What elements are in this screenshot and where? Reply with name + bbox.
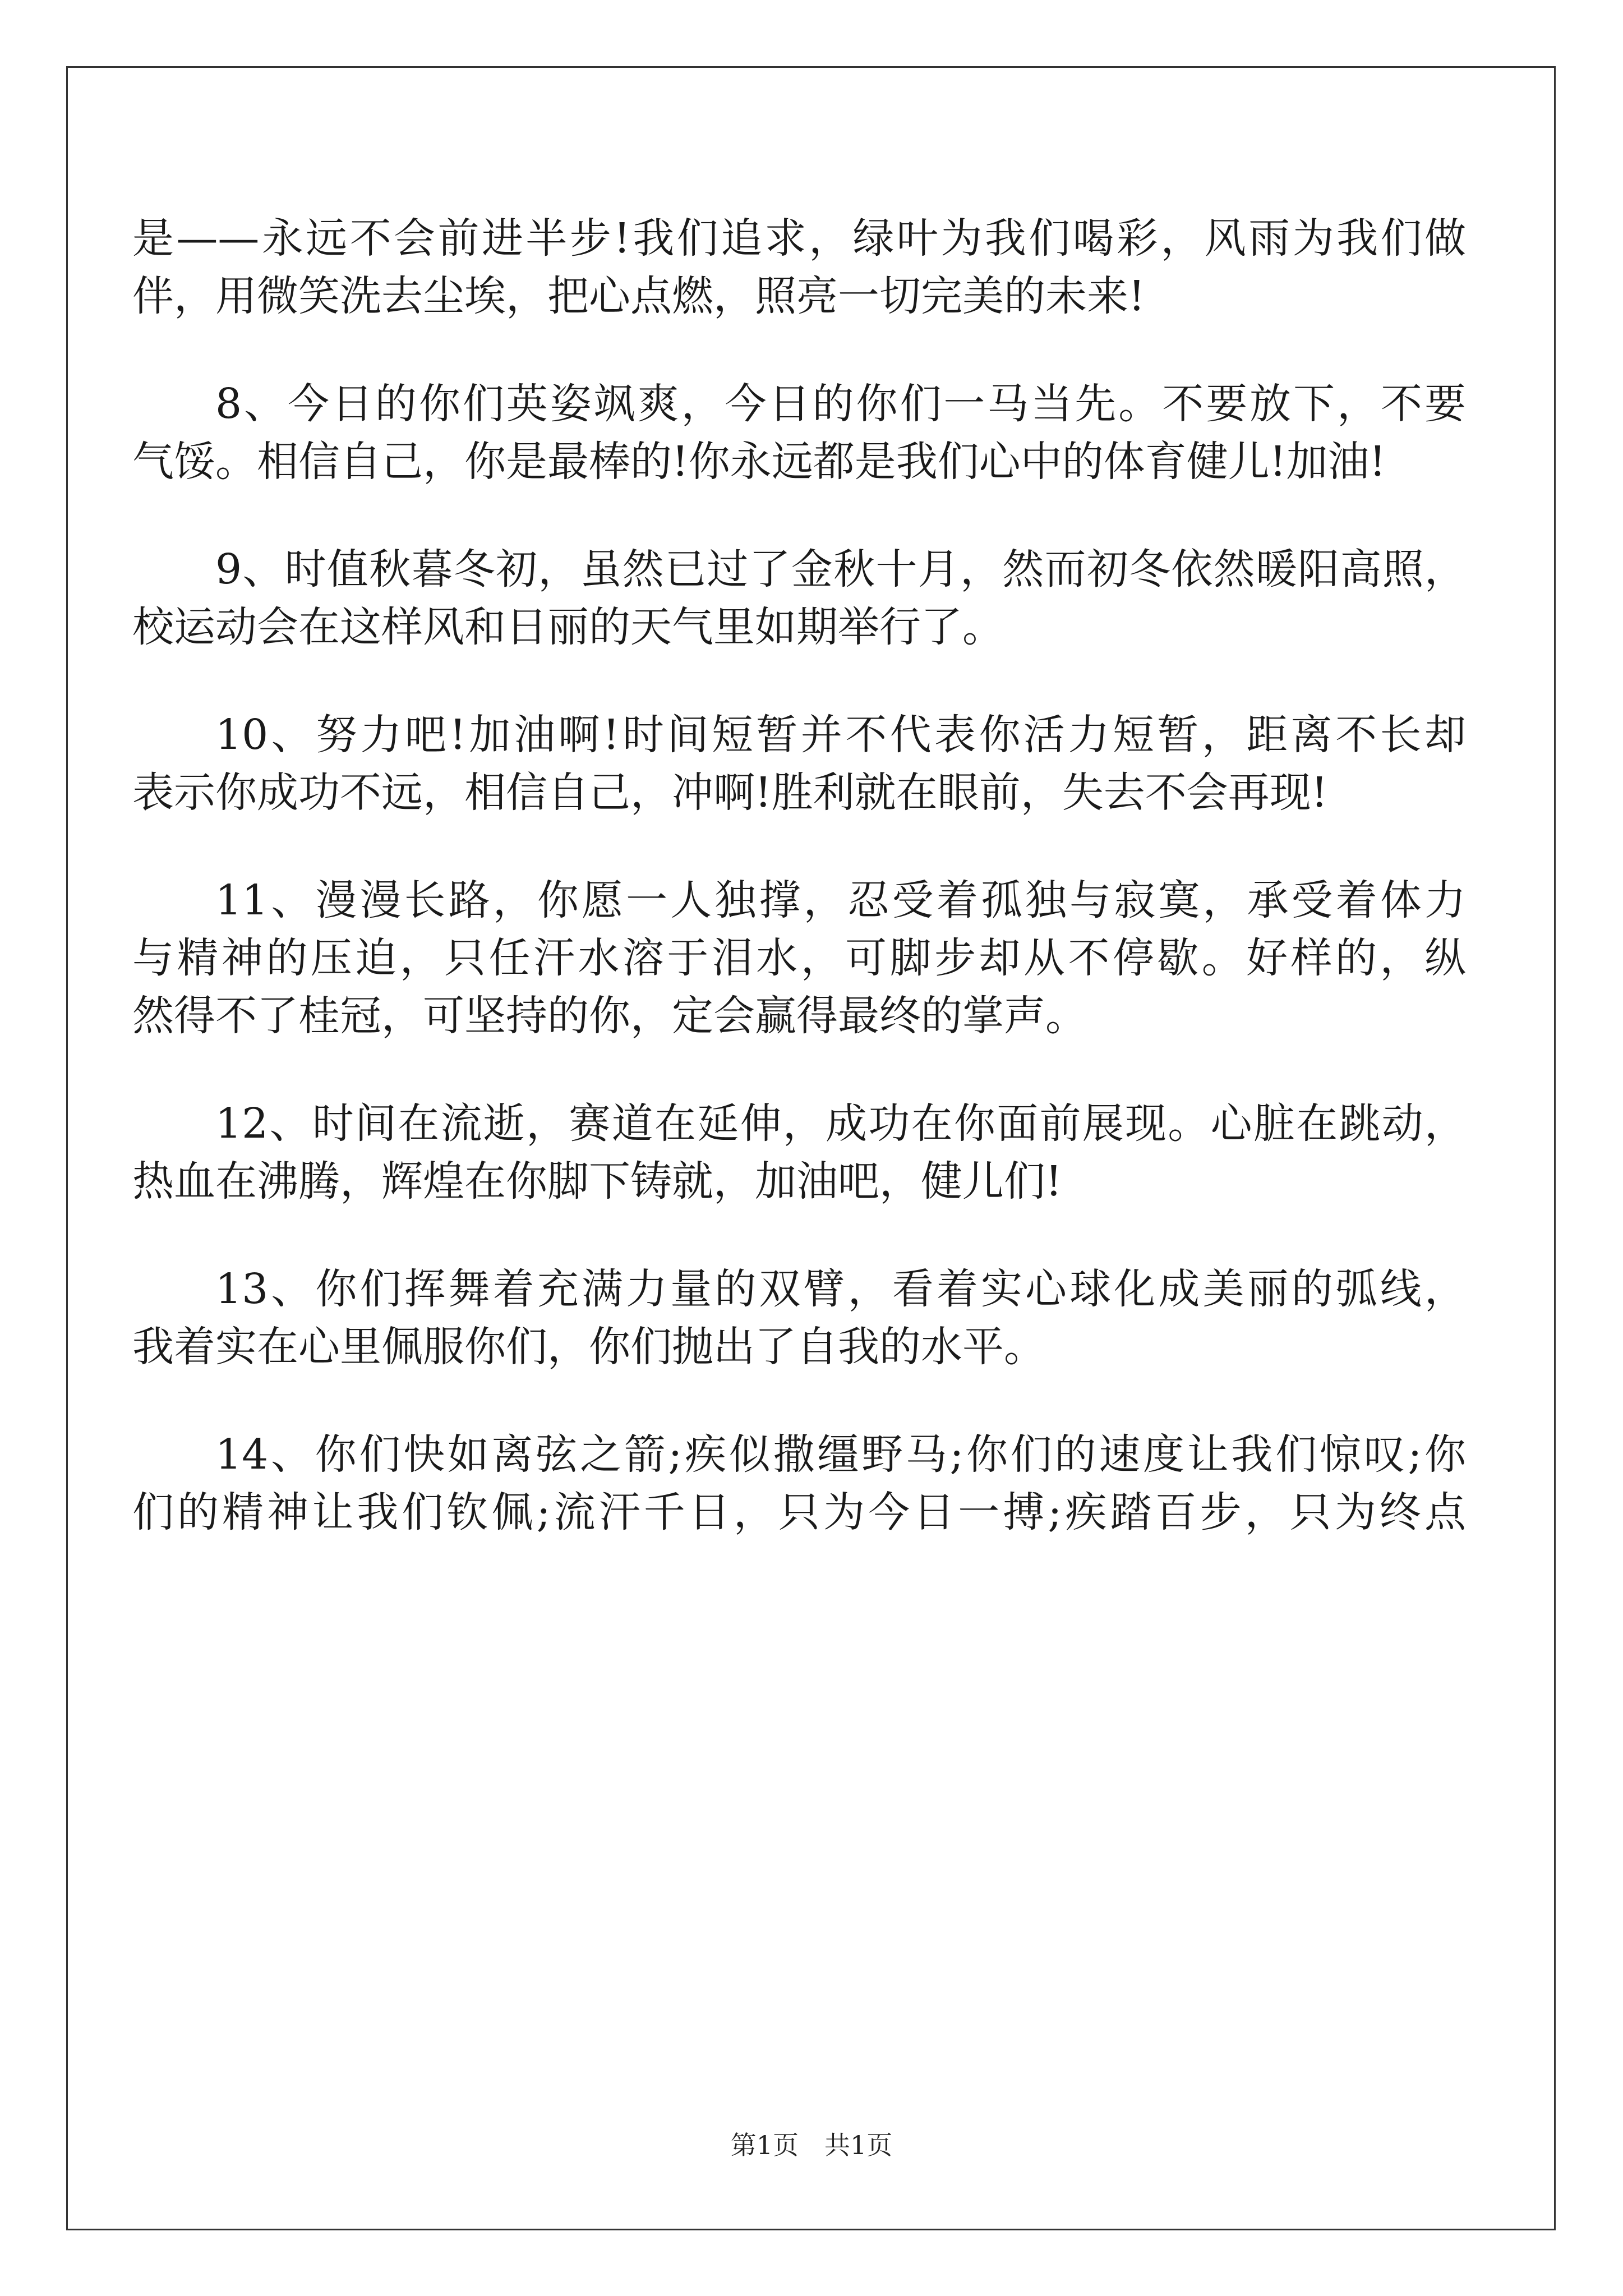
text-line: 校运动会在这样风和日丽的天气里如期举行了。 (132, 603, 1004, 651)
text-line: 13、你们挥舞着充满力量的双臂，看着实心球化成美丽的弧线， (215, 1265, 1466, 1313)
text-line: 与精神的压迫，只任汗水溶于泪水，可脚步却从不停歇。好样的，纵 (132, 934, 1466, 982)
text-line: 表示你成功不远，相信自己，冲啊!胜利就在眼前，失去不会再现! (132, 769, 1328, 817)
text-line: 14、你们快如离弦之箭;疾似撒缰野马;你们的速度让我们惊叹;你 (215, 1430, 1466, 1479)
paragraph (132, 210, 1466, 325)
page-footer: 第1页 共1页 (730, 2130, 893, 2160)
paragraph (132, 1260, 1466, 1376)
paragraph (132, 541, 1466, 656)
text-line: 是——永远不会前进半步!我们追求，绿叶为我们喝彩，风雨为我们做 (132, 214, 1466, 263)
text-line: 们的精神让我们钦佩;流汗千日，只为今日一搏;疾踏百步，只为终点 (132, 1488, 1466, 1536)
text-line: 9、时值秋暮冬初，虽然已过了金秋十月，然而初冬依然暖阳高照， (215, 545, 1466, 593)
text-line: 8、今日的你们英姿飒爽，今日的你们一马当先。不要放下，不要 (215, 380, 1466, 428)
paragraph (132, 1095, 1466, 1211)
text-line: 12、时间在流逝，赛道在延伸，成功在你面前展现。心脏在跳动， (215, 1099, 1466, 1148)
document-body (132, 210, 1466, 1542)
text-line: 11、漫漫长路，你愿一人独撑，忍受着孤独与寂寞，承受着体力 (215, 876, 1466, 924)
paragraph (132, 872, 1466, 1045)
text-line: 气馁。相信自己，你是最棒的!你永远都是我们心中的体育健儿!加油! (132, 438, 1386, 486)
text-line: 伴，用微笑洗去尘埃，把心点燃，照亮一切完美的未来! (132, 272, 1145, 320)
text-line: 10、努力吧!加油啊!时间短暂并不代表你活力短暂，距离不长却 (215, 711, 1466, 759)
text-line: 我着实在心里佩服你们，你们抛出了自我的水平。 (132, 1323, 1045, 1371)
paragraph (132, 706, 1466, 822)
text-line: 热血在沸腾，辉煌在你脚下铸就，加油吧，健儿们! (132, 1157, 1062, 1205)
paragraph (132, 1426, 1466, 1542)
text-line: 然得不了桂冠，可坚持的你，定会赢得最终的掌声。 (132, 992, 1087, 1040)
paragraph (132, 375, 1466, 491)
